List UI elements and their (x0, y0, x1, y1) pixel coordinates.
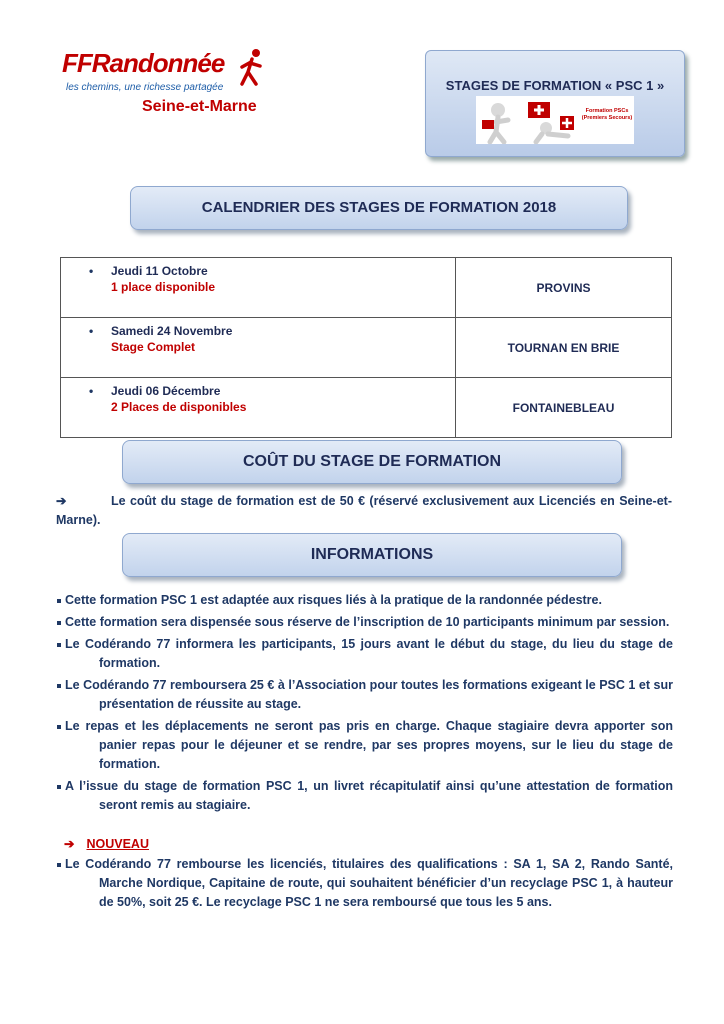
logo-brand-name: Randonnée (91, 48, 225, 78)
session-date: Jeudi 11 Octobre (111, 264, 208, 278)
square-bullet-icon (57, 684, 61, 688)
info-item-text: Cette formation sera dispensée sous réserve de l’inscription de 10 participants minimum par session. (65, 615, 670, 629)
logo-department: Seine-et-Marne (142, 98, 257, 115)
square-bullet-icon (57, 725, 61, 729)
square-bullet-icon (57, 863, 61, 867)
table-row (61, 318, 672, 378)
list-item (57, 676, 673, 714)
date-cell (61, 258, 456, 318)
calendar-table (60, 257, 672, 438)
session-location: FONTAINEBLEAU (456, 378, 672, 438)
list-item (57, 613, 673, 632)
nouveau-list (57, 855, 673, 915)
info-item-text: Le Codérando 77 informera les participants, 15 jours avant le début du stage, du lieu du stage de formation. (65, 637, 673, 670)
session-status: 2 Places de disponibles (111, 400, 247, 414)
info-item-text: Le repas et les déplacements ne seront pas pris en charge. Chaque stagiaire devra apporter son panier repas pour le déjeuner et se rendre, par ses propres moyens, sur le lieu du stage de formation. (65, 719, 673, 771)
nouveau-label: NOUVEAU (86, 837, 149, 851)
date-cell (61, 318, 456, 378)
first-aid-illustration (476, 96, 634, 144)
info-item-text: Le Codérando 77 remboursera 25 € à l’Association pour toutes les formations exigeant le PSC 1 et sur présentation de réussite au stage. (65, 678, 673, 711)
logo-wordmark (62, 48, 224, 79)
arrow-right-icon: ➔ (56, 494, 67, 508)
ffrandonnee-logo (62, 48, 282, 126)
info-list (57, 591, 673, 818)
bullet-icon: • (89, 324, 94, 338)
info-title: INFORMATIONS (122, 533, 622, 577)
nouveau-heading (64, 836, 149, 851)
nouveau-item-text: Le Codérando 77 rembourse les licenciés, titulaires des qualifications : SA 1, SA 2, Rando Santé, Marche Nordique, Capitaine de route, qui souhaitent bénéficier d’un recyclage PSC 1, à hauteur de 50%, soit 25 €. Le recyclage PSC 1 ne sera remboursé que tous les 5 ans. (65, 857, 673, 909)
list-item (57, 635, 673, 673)
logo-ff: FF (62, 48, 92, 78)
square-bullet-icon (57, 785, 61, 789)
arrow-right-icon: ➔ (64, 837, 75, 851)
info-item-text: Cette formation PSC 1 est adaptée aux risques liés à la pratique de la randonnée pédestre. (65, 593, 602, 607)
square-bullet-icon (57, 621, 61, 625)
date-cell (61, 378, 456, 438)
calendar-title: CALENDRIER DES STAGES DE FORMATION 2018 (130, 186, 628, 230)
image-caption: Formation PSCs (Premiers Secours) (581, 108, 633, 121)
info-item-text: A l’issue du stage de formation PSC 1, un livret récapitulatif ainsi qu’une attestation de formation seront remis au stagiaire. (65, 779, 673, 812)
list-item (57, 855, 673, 912)
cost-paragraph (56, 492, 672, 530)
header-box (425, 50, 685, 157)
cost-title: COÛT DU STAGE DE FORMATION (122, 440, 622, 484)
list-item (57, 591, 673, 610)
session-status: 1 place disponible (111, 280, 216, 294)
session-location: PROVINS (456, 258, 672, 318)
bullet-icon: • (89, 264, 94, 278)
session-date: Samedi 24 Novembre (111, 324, 233, 338)
session-status: Stage Complet (111, 340, 196, 354)
table-row (61, 378, 672, 438)
list-item (57, 777, 673, 815)
cost-text: Le coût du stage de formation est de 50 € (réservé exclusivement aux Licenciés en Seine-et-Marne). (56, 494, 672, 527)
session-location: TOURNAN EN BRIE (456, 318, 672, 378)
logo-tagline: les chemins, une richesse partagée (66, 82, 224, 93)
list-item (57, 717, 673, 774)
walker-icon (234, 48, 270, 88)
session-date: Jeudi 06 Décembre (111, 384, 221, 398)
header-title: STAGES DE FORMATION « PSC 1 » (445, 78, 665, 93)
table-row (61, 258, 672, 318)
bullet-icon: • (89, 384, 94, 398)
square-bullet-icon (57, 599, 61, 603)
square-bullet-icon (57, 643, 61, 647)
